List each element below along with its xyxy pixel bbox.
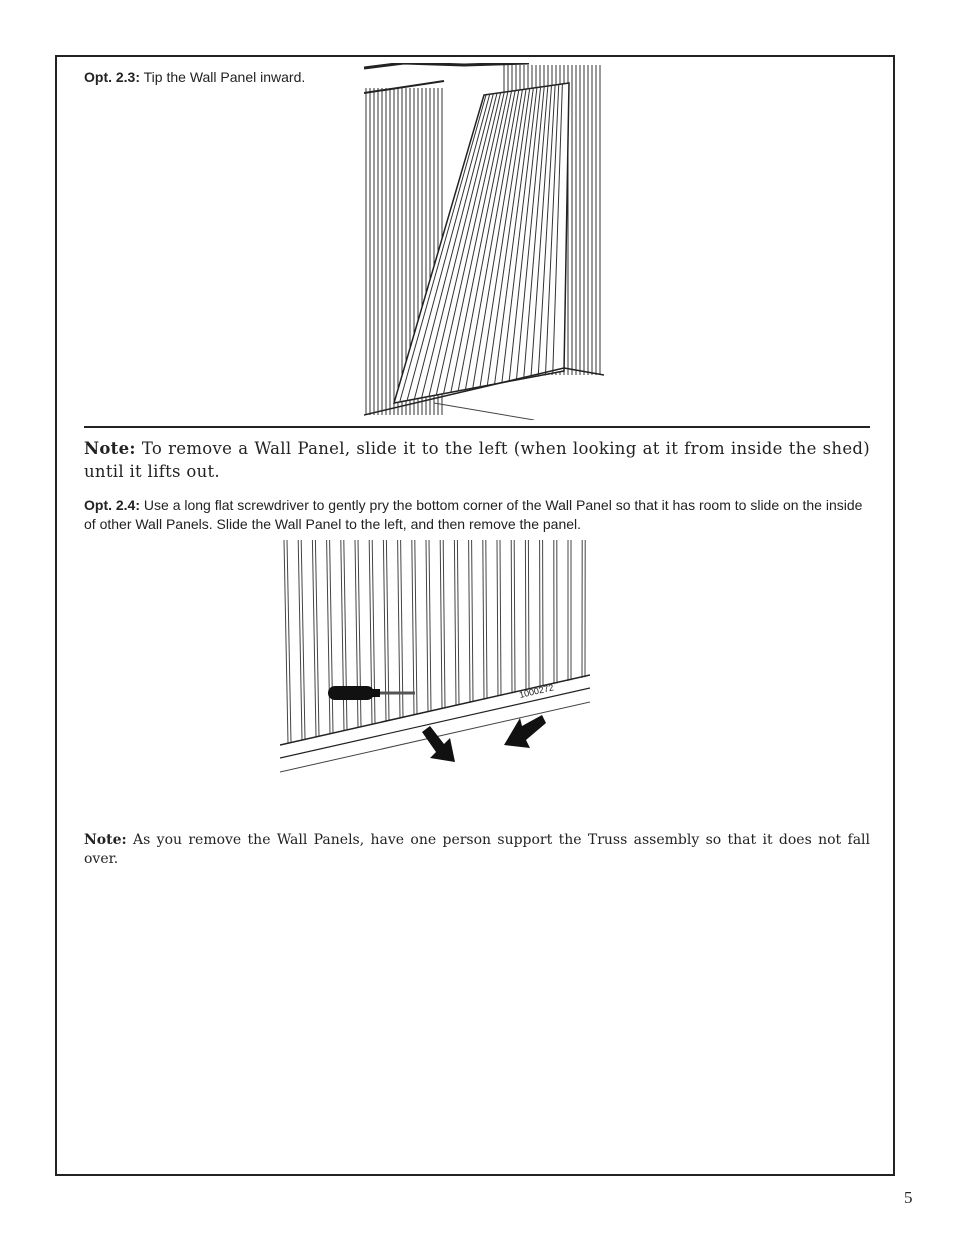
step-text: Use a long flat screwdriver to gently pry the bottom corner of the Wall Panel so that it has room to slide on the inside of other Wall Panels. Slide the Wall Panel to the left, and then remove the panel. [84,497,863,532]
step-label: Opt. 2.4: [84,497,141,513]
panel-code-label: 1000272 [518,682,555,700]
screwdriver-icon [328,686,415,700]
note-remove-wall-panel [84,437,870,483]
note-label: Note: [84,439,136,458]
arrow-down-right-icon [422,726,455,762]
section-divider [84,426,870,428]
note-text: As you remove the Wall Panels, have one person support the Truss assembly so that it does not fall over. [84,832,870,867]
tip-wall-panel-illustration [364,63,604,420]
screwdriver-pry-illustration [280,540,590,780]
step-label: Opt. 2.3: [84,69,141,85]
step-text: Tip the Wall Panel inward. [140,69,306,85]
note-text: To remove a Wall Panel, slide it to the left (when looking at it from inside the shed) until it lifts out. [84,439,870,481]
note-label: Note: [84,832,127,848]
step-opt-2-3 [84,69,305,85]
step-opt-2-4 [84,496,874,534]
page-number: 5 [904,1188,913,1207]
note-support-truss [84,831,870,869]
